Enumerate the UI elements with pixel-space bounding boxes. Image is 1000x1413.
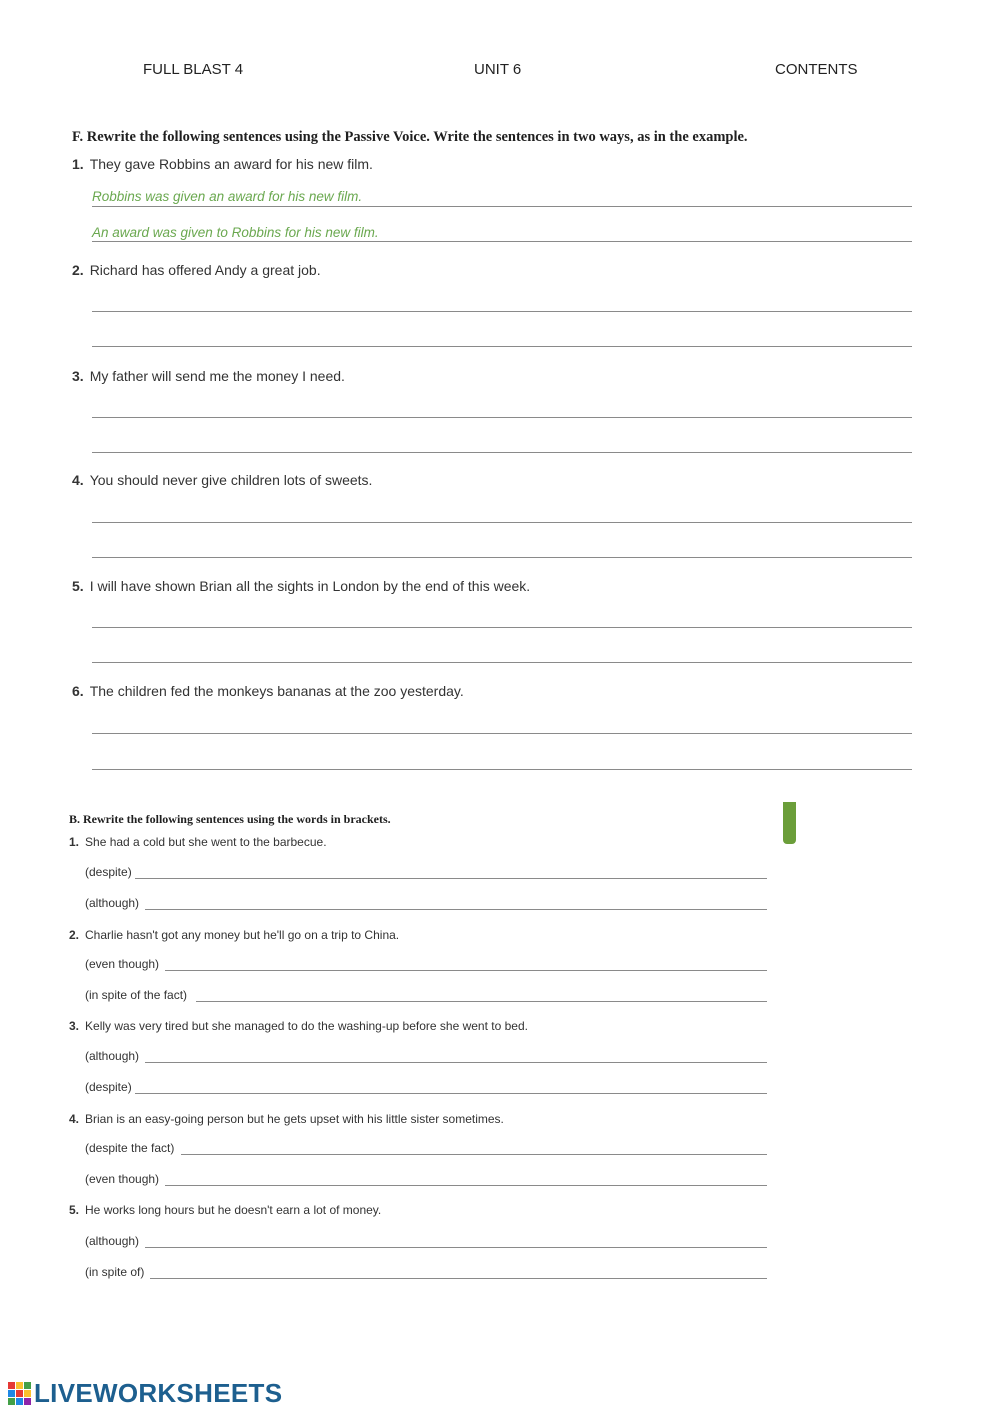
question-number: 1. bbox=[69, 835, 80, 849]
prompt-label: (even though) bbox=[85, 957, 160, 971]
section-f-title: F. Rewrite the following sentences using the Passive Voice. Write the sentences in two ways, as in the example. bbox=[72, 129, 748, 145]
question-text: Kelly was very tired but she managed to do the washing-up before she went to bed. bbox=[85, 1019, 528, 1033]
prompt-label: (in spite of) bbox=[85, 1265, 145, 1279]
question-number: 2. bbox=[72, 262, 84, 278]
example-answer-1: Robbins was given an award for his new film. bbox=[92, 189, 363, 204]
question-number: 5. bbox=[72, 578, 84, 594]
question-b-5 bbox=[69, 1203, 381, 1217]
answer-line[interactable] bbox=[145, 909, 767, 910]
question-number: 4. bbox=[69, 1112, 80, 1126]
answer-line[interactable] bbox=[92, 662, 912, 663]
answer-line[interactable] bbox=[145, 1062, 767, 1063]
prompt-label: (despite the fact) bbox=[85, 1141, 175, 1155]
answer-line[interactable] bbox=[92, 241, 912, 242]
question-f-1 bbox=[72, 156, 373, 172]
logo-text: LIVEWORKSHEETS bbox=[34, 1378, 283, 1408]
answer-line[interactable] bbox=[92, 733, 912, 734]
question-text: My father will send me the money I need. bbox=[89, 368, 345, 384]
header-unit: UNIT 6 bbox=[474, 61, 522, 78]
question-number: 3. bbox=[72, 368, 84, 384]
question-number: 3. bbox=[69, 1019, 80, 1033]
answer-line[interactable] bbox=[92, 346, 912, 347]
question-f-4 bbox=[72, 472, 372, 488]
question-f-3 bbox=[72, 368, 345, 384]
answer-line[interactable] bbox=[135, 1093, 767, 1094]
answer-line[interactable] bbox=[92, 311, 912, 312]
question-text: They gave Robbins an award for his new film. bbox=[89, 156, 373, 172]
question-text: The children fed the monkeys bananas at the zoo yesterday. bbox=[89, 683, 464, 699]
question-text: Brian is an easy-going person but he gets upset with his little sister sometimes. bbox=[85, 1112, 504, 1126]
question-b-2 bbox=[69, 928, 399, 942]
header-book-title: FULL BLAST 4 bbox=[143, 61, 244, 78]
example-answer-2: An award was given to Robbins for his new film. bbox=[92, 225, 379, 240]
question-f-6 bbox=[72, 683, 464, 699]
answer-line[interactable] bbox=[145, 1247, 767, 1248]
question-text: You should never give children lots of sweets. bbox=[89, 472, 373, 488]
green-page-tab bbox=[783, 802, 796, 844]
question-text: Charlie hasn't got any money but he'll go on a trip to China. bbox=[85, 928, 400, 942]
section-b-title: B. Rewrite the following sentences using the words in brackets. bbox=[69, 812, 391, 826]
header-contents: CONTENTS bbox=[775, 61, 858, 78]
answer-line[interactable] bbox=[92, 769, 912, 770]
answer-line[interactable] bbox=[92, 452, 912, 453]
liveworksheets-logo[interactable] bbox=[8, 1378, 282, 1409]
answer-line[interactable] bbox=[135, 878, 767, 879]
answer-line[interactable] bbox=[92, 627, 912, 628]
question-b-3 bbox=[69, 1019, 528, 1033]
question-number: 4. bbox=[72, 472, 84, 488]
question-text: Richard has offered Andy a great job. bbox=[89, 262, 321, 278]
prompt-label: (in spite of the fact) bbox=[85, 988, 188, 1002]
answer-line[interactable] bbox=[165, 1185, 767, 1186]
answer-line[interactable] bbox=[92, 417, 912, 418]
answer-line[interactable] bbox=[150, 1278, 767, 1279]
answer-line[interactable] bbox=[92, 557, 912, 558]
question-b-4 bbox=[69, 1112, 504, 1126]
answer-line[interactable] bbox=[92, 522, 912, 523]
prompt-label: (although) bbox=[85, 896, 140, 910]
prompt-label: (even though) bbox=[85, 1172, 160, 1186]
answer-line[interactable] bbox=[92, 206, 912, 207]
prompt-label: (although) bbox=[85, 1234, 140, 1248]
answer-line[interactable] bbox=[165, 970, 767, 971]
question-number: 6. bbox=[72, 683, 84, 699]
answer-line[interactable] bbox=[181, 1154, 767, 1155]
question-f-2 bbox=[72, 262, 321, 278]
logo-blocks-icon bbox=[8, 1382, 31, 1405]
prompt-label: (despite) bbox=[85, 1080, 132, 1094]
prompt-label: (despite) bbox=[85, 865, 132, 879]
prompt-label: (although) bbox=[85, 1049, 140, 1063]
question-text: I will have shown Brian all the sights in London by the end of this week. bbox=[89, 578, 531, 594]
question-text: She had a cold but she went to the barbecue. bbox=[85, 835, 327, 849]
question-b-1 bbox=[69, 835, 327, 849]
question-f-5 bbox=[72, 578, 530, 594]
question-text: He works long hours but he doesn't earn a lot of money. bbox=[85, 1203, 382, 1217]
question-number: 1. bbox=[72, 156, 84, 172]
question-number: 5. bbox=[69, 1203, 80, 1217]
question-number: 2. bbox=[69, 928, 80, 942]
answer-line[interactable] bbox=[196, 1001, 767, 1002]
